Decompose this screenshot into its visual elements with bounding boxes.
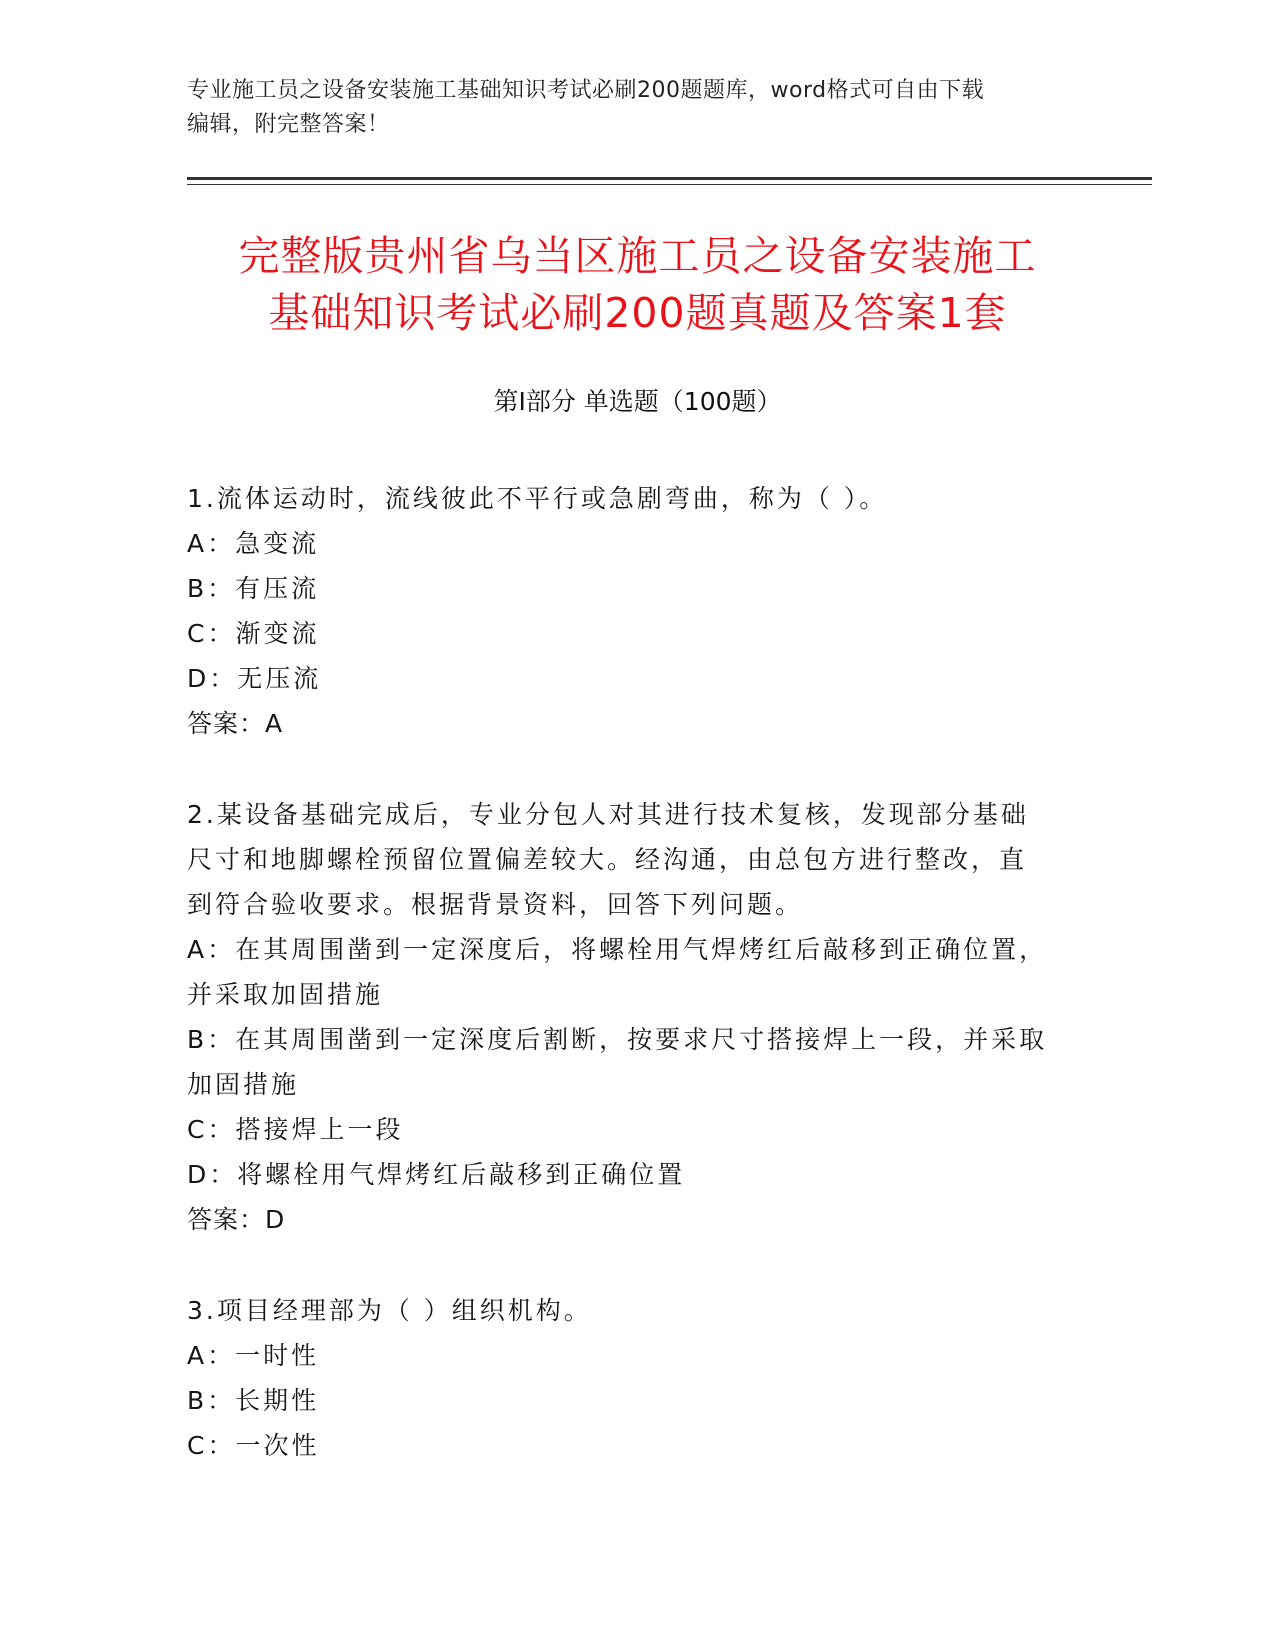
question-list	[187, 476, 1067, 1514]
option-a: A：在其周围凿到一定深度后，将螺栓用气焊烤红后敲移到正确位置，	[187, 935, 1048, 964]
option-a: A：急变流	[187, 529, 320, 558]
option-a: A：一时性	[187, 1341, 320, 1370]
question-text: 3.项目经理部为（ ）组织机构。	[187, 1296, 592, 1325]
section-heading: 第I部分 单选题（100题）	[493, 387, 782, 416]
option-c: C：渐变流	[187, 619, 320, 648]
option-d: D：无压流	[187, 664, 322, 693]
option-c: C：一次性	[187, 1431, 320, 1460]
header-note-line: 专业施工员之设备安装施工基础知识考试必刷200题题库，word格式可自由下载	[187, 78, 985, 103]
header-rule-thick	[187, 177, 1152, 180]
question-text: 到符合验收要求。根据背景资料，回答下列问题。	[187, 890, 804, 919]
document-title-line: 完整版贵州省乌当区施工员之设备安装施工	[238, 232, 1037, 280]
header-note-line: 编辑，附完整答案！	[187, 112, 390, 137]
header-note	[187, 74, 1067, 142]
question-text: 2.某设备基础完成后，专业分包人对其进行技术复核，发现部分基础	[187, 800, 1029, 829]
question-text: 1.流体运动时，流线彼此不平行或急剧弯曲，称为（ ）。	[187, 484, 888, 513]
option-a-continued: 并采取加固措施	[187, 980, 384, 1009]
question-3	[187, 1288, 1067, 1468]
answer: 答案：D	[187, 1205, 286, 1234]
option-d: D：将螺栓用气焊烤红后敲移到正确位置	[187, 1160, 686, 1189]
option-b: B：在其周围凿到一定深度后割断，按要求尺寸搭接焊上一段，并采取	[187, 1025, 1048, 1054]
option-b: B：有压流	[187, 574, 320, 603]
option-b-continued: 加固措施	[187, 1070, 300, 1099]
document-title	[140, 228, 1135, 342]
question-text: 尺寸和地脚螺栓预留位置偏差较大。经沟通，由总包方进行整改，直	[187, 845, 1028, 874]
header-rule-thin	[187, 184, 1152, 185]
answer: 答案：A	[187, 709, 284, 738]
question-1	[187, 476, 1067, 746]
document-title-line: 基础知识考试必刷200题真题及答案1套	[268, 289, 1007, 337]
option-b: B：长期性	[187, 1386, 320, 1415]
option-c: C：搭接焊上一段	[187, 1115, 404, 1144]
question-2	[187, 792, 1067, 1242]
